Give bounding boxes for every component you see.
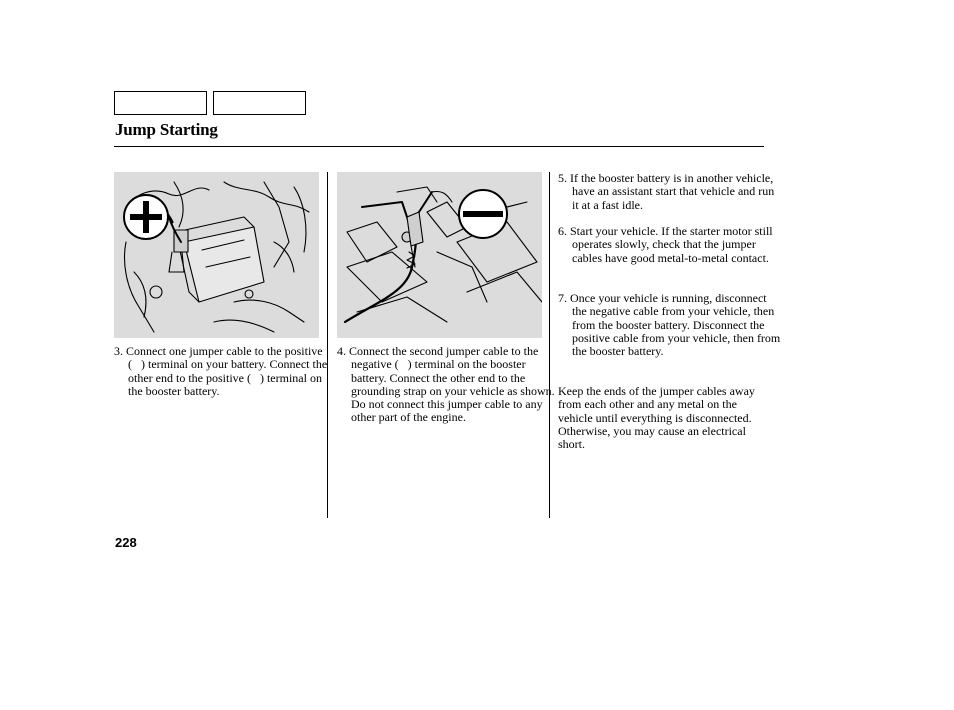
step-text: Start your vehicle. If the starter motor still operates slowly, check that the jumper cables have good metal-to-metal contact. [570, 224, 773, 265]
step-text: Connect the second jumper cable to the negative ( ) terminal on the booster battery. Connect the other end to the grounding strap on your vehicle as shown. Do not connect this jumper cable to any other part of the engine. [349, 344, 555, 425]
section-title: Jump Starting [115, 120, 218, 139]
minus-icon [459, 190, 507, 238]
step-4 [337, 345, 556, 425]
step-text: If the booster battery is in another vehicle, have an assistant start that vehicle and run it at a fast idle. [570, 171, 775, 212]
step-number: 3. [114, 344, 123, 358]
plus-icon [124, 195, 168, 239]
title-rule [114, 146, 764, 147]
step-3 [114, 345, 333, 398]
step-6 [558, 225, 782, 265]
header-tab-right [213, 91, 306, 115]
step-number: 4. [337, 344, 346, 358]
page-number: 228 [115, 535, 137, 550]
step-5 [558, 172, 782, 212]
step-number: 7. [558, 291, 567, 305]
step-text: Connect one jumper cable to the positive ( ) terminal on your battery. Connect the other end to the positive ( ) terminal on the booster battery. [126, 344, 328, 398]
step-text: Once your vehicle is running, disconnect the negative cable from your vehicle, then from the booster battery. Disconnect the positive cable from your vehicle, then from the booster battery. [570, 291, 781, 359]
positive-terminal-illustration [114, 172, 319, 338]
step-number: 6. [558, 224, 567, 238]
step-7 [558, 292, 782, 358]
ground-strap-illustration [337, 172, 542, 338]
step-number: 5. [558, 171, 567, 185]
header-tab-left [114, 91, 207, 115]
caution-note: Keep the ends of the jumper cables away from each other and any metal on the vehicle until everything is disconnected. Otherwise, you may cause an electrical short. [558, 384, 755, 452]
